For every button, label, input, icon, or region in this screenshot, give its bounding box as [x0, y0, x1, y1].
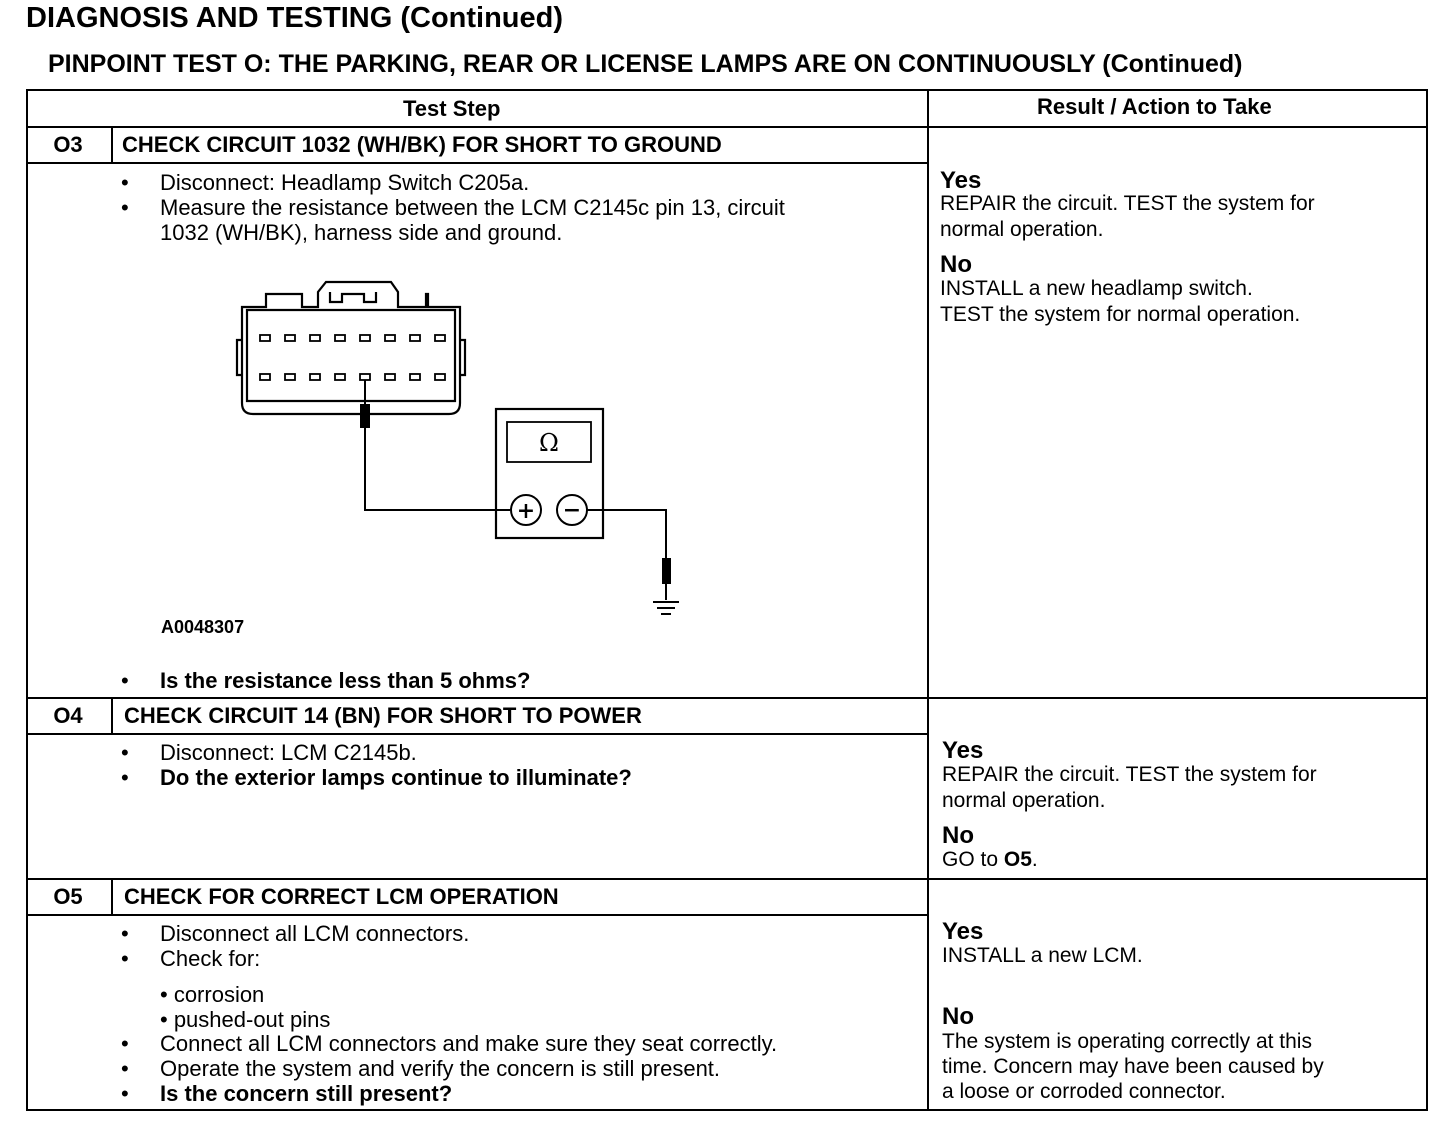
o4-no-prefix: GO to — [942, 848, 1004, 871]
o4-yes-line-2: normal operation. — [942, 789, 1106, 812]
step-id-o3: O3 — [53, 132, 83, 157]
pinpoint-test-title: PINPOINT TEST O: THE PARKING, REAR OR LICENSE LAMPS ARE ON CONTINUOUSLY (Continued) — [48, 50, 1243, 78]
step-o5-subitem-1: • corrosion — [160, 982, 265, 1007]
bullet-marker: • — [121, 668, 129, 693]
step-o3-question: Is the resistance less than 5 ohms? — [160, 668, 531, 693]
bullet-marker: • — [121, 921, 129, 946]
connector-icon — [237, 282, 465, 414]
negative-lead — [587, 510, 666, 558]
o5-yes-line-1: INSTALL a new LCM. — [942, 944, 1143, 967]
step-o5-subitem-2: • pushed-out pins — [160, 1007, 331, 1032]
minus-terminal: − — [562, 497, 582, 523]
o5-no-line-2: time. Concern may have been caused by — [942, 1055, 1324, 1078]
ground-symbol-icon — [653, 584, 679, 614]
o5-no-line-3: a loose or corroded connector. — [942, 1080, 1226, 1103]
step-o5-bullet-4: Operate the system and verify the concern is still present. — [160, 1056, 721, 1081]
header-result-action: Result / Action to Take — [1037, 94, 1272, 119]
step-o5-bullet-1: Disconnect all LCM connectors. — [160, 921, 470, 946]
step-o5-bullet-3: Connect all LCM connectors and make sure they seat correctly. — [160, 1031, 778, 1056]
bullet-marker: • — [121, 195, 129, 220]
o4-yes-line-1: REPAIR the circuit. TEST the system for — [942, 763, 1317, 786]
o4-no-suffix: . — [1031, 848, 1038, 871]
bullet-marker: • — [121, 170, 129, 195]
o4-no-target: O5 — [1003, 848, 1032, 871]
connector-ohmmeter-diagram — [230, 270, 700, 630]
connector-pin-cavities — [260, 335, 445, 380]
step-o3-bullet-2-cont: 1032 (WH/BK), harness side and ground. — [160, 220, 563, 245]
ohmmeter-icon — [496, 409, 603, 538]
step-o4-question: Do the exterior lamps continue to illuminate? — [160, 765, 632, 790]
header-test-step: Test Step — [403, 96, 501, 121]
o3-no-line-2: TEST the system for normal operation. — [940, 303, 1301, 326]
step-o5-bullet-2: Check for: — [160, 946, 261, 971]
page-title: DIAGNOSIS AND TESTING (Continued) — [26, 2, 564, 34]
positive-lead — [365, 428, 510, 510]
bullet-marker: • — [121, 1081, 129, 1106]
bullet-marker: • — [121, 1056, 129, 1081]
step-o3-bullet-1: Disconnect: Headlamp Switch C205a. — [160, 170, 530, 195]
bullet-marker: • — [121, 946, 129, 971]
o3-yes-line-2: normal operation. — [940, 218, 1104, 241]
o4-no-action — [942, 847, 1038, 873]
o4-yes-label: Yes — [942, 737, 984, 764]
step-o3-bullet-2: Measure the resistance between the LCM C2145c pin 13, circuit — [160, 195, 785, 220]
step-title-o5: CHECK FOR CORRECT LCM OPERATION — [124, 884, 559, 909]
step-id-o5: O5 — [53, 884, 83, 909]
bullet-marker: • — [121, 740, 129, 765]
o3-no-line-1: INSTALL a new headlamp switch. — [940, 277, 1253, 300]
step-o4-bullet-1: Disconnect: LCM C2145b. — [160, 740, 417, 765]
plus-terminal: + — [516, 498, 536, 524]
step-o5-question: Is the concern still present? — [160, 1081, 453, 1106]
figure-caption: A0048307 — [161, 617, 245, 637]
o5-no-line-1: The system is operating correctly at this — [942, 1030, 1312, 1053]
step-id-o4: O4 — [53, 703, 83, 728]
o3-yes-label: Yes — [940, 167, 982, 194]
step-title-o4: CHECK CIRCUIT 14 (BN) FOR SHORT TO POWER — [124, 703, 642, 728]
o4-no-label: No — [942, 822, 974, 849]
step-title-o3: CHECK CIRCUIT 1032 (WH/BK) FOR SHORT TO GROUND — [122, 132, 722, 157]
positive-probe — [360, 380, 370, 428]
o3-yes-line-1: REPAIR the circuit. TEST the system for — [940, 192, 1315, 215]
bullet-marker: • — [121, 1031, 129, 1056]
o5-no-label: No — [942, 1003, 974, 1030]
o5-yes-label: Yes — [942, 918, 984, 945]
negative-probe — [662, 558, 671, 584]
bullet-marker: • — [121, 765, 129, 790]
ohm-symbol: Ω — [539, 429, 559, 457]
o3-no-label: No — [940, 251, 972, 278]
